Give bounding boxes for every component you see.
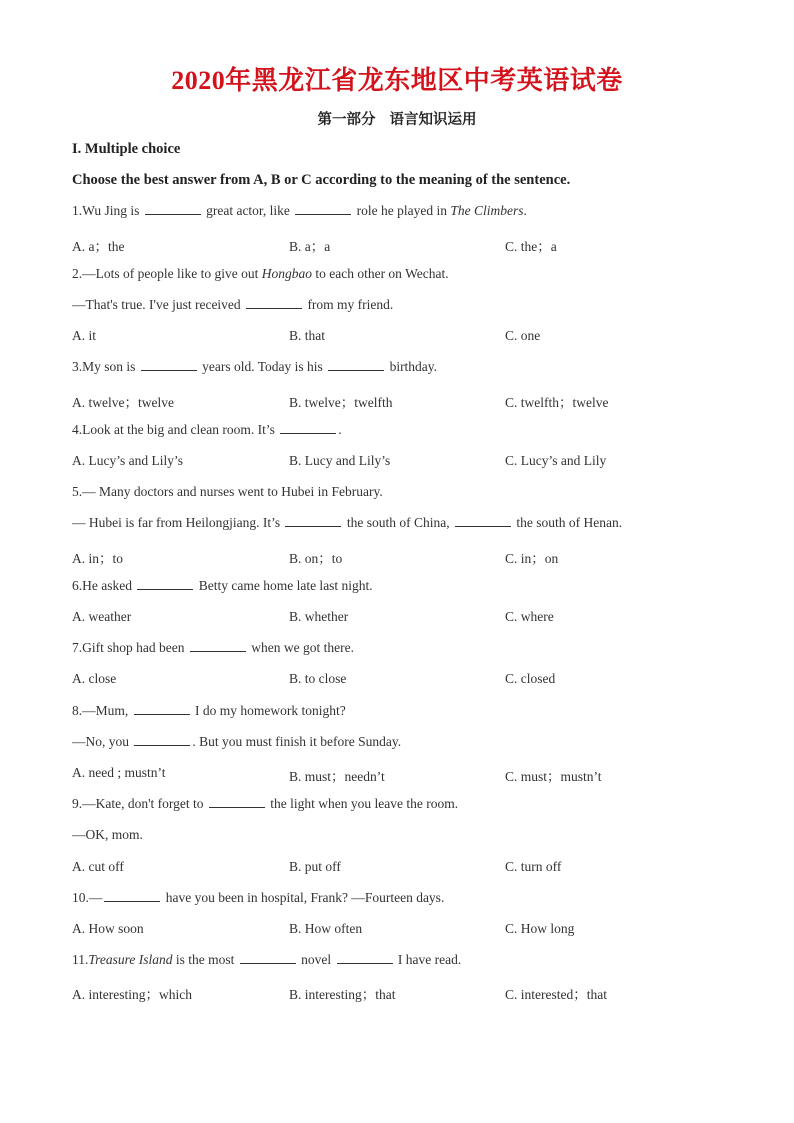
page-title: 2020年黑龙江省龙东地区中考英语试卷 bbox=[171, 66, 623, 95]
question-text: 9.—Kate, don't forget to bbox=[72, 796, 207, 811]
answer-blank bbox=[246, 297, 302, 309]
option-b: B. How often bbox=[289, 921, 363, 936]
question-text: 10.— bbox=[72, 890, 103, 905]
answer-blank bbox=[134, 703, 190, 715]
option-b: B. a；a bbox=[289, 239, 331, 254]
section-instruction: Choose the best answer from A, B or C according to the meaning of the sentence. bbox=[72, 172, 571, 188]
question-text: the south of China, bbox=[343, 515, 453, 530]
part-label: 第一部分 bbox=[317, 112, 376, 128]
question-7 bbox=[72, 640, 354, 656]
question-text: role he played in bbox=[353, 203, 451, 218]
answer-blank bbox=[295, 203, 351, 215]
question-text: the south of Henan. bbox=[512, 515, 623, 530]
answer-blank bbox=[285, 515, 341, 527]
option-a: A. twelve；twelve bbox=[72, 395, 174, 410]
option-b: B. put off bbox=[289, 859, 341, 874]
question-8 bbox=[72, 703, 346, 719]
option-a: A. close bbox=[72, 671, 117, 686]
option-a: A. need ; mustn’t bbox=[72, 765, 166, 780]
option-a: A. Lucy’s and Lily’s bbox=[72, 453, 183, 468]
question-3 bbox=[72, 359, 437, 375]
answer-blank bbox=[190, 640, 246, 652]
question-text: great actor, like bbox=[202, 203, 294, 218]
question-text: years old. Today is his bbox=[198, 359, 327, 374]
option-b: B. on；to bbox=[289, 551, 343, 566]
question-5-reply bbox=[72, 515, 622, 531]
question-text: 1.Wu Jing is bbox=[72, 203, 143, 218]
question-text: —That's true. I've just received bbox=[72, 297, 245, 312]
question-text: Betty came home late last night. bbox=[195, 578, 373, 593]
option-c: C. must；mustn’t bbox=[505, 769, 602, 784]
question-text: I have read. bbox=[394, 952, 462, 967]
question-text: the light when you leave the room. bbox=[266, 796, 459, 811]
option-b: B. twelve；twelfth bbox=[289, 395, 393, 410]
answer-blank bbox=[328, 359, 384, 371]
answer-blank bbox=[134, 734, 190, 746]
option-a: A. in；to bbox=[72, 551, 124, 566]
option-c: C. Lucy’s and Lily bbox=[505, 453, 607, 468]
question-9-reply: —OK, mom. bbox=[72, 827, 143, 842]
option-a: A. How soon bbox=[72, 921, 144, 936]
option-c: C. one bbox=[505, 328, 541, 343]
answer-blank bbox=[137, 578, 193, 590]
option-c: C. interested；that bbox=[505, 987, 607, 1002]
question-4 bbox=[72, 422, 342, 438]
question-text: birthday. bbox=[386, 359, 438, 374]
option-a: A. a；the bbox=[72, 239, 125, 254]
answer-blank bbox=[240, 952, 296, 964]
question-title-italic: Treasure Island bbox=[88, 952, 173, 967]
question-text: 8.—Mum, bbox=[72, 703, 132, 718]
option-b: B. interesting；that bbox=[289, 987, 396, 1002]
option-a: A. it bbox=[72, 328, 97, 343]
option-b: B. that bbox=[289, 328, 325, 343]
question-5: 5.— Many doctors and nurses went to Hubei in February. bbox=[72, 484, 383, 499]
question-text: . bbox=[338, 422, 342, 437]
answer-blank bbox=[209, 796, 265, 808]
question-text: — Hubei is far from Heilongjiang. It’s bbox=[72, 515, 284, 530]
option-a: A. weather bbox=[72, 609, 132, 624]
question-number: 11. bbox=[72, 952, 89, 967]
option-c: C. How long bbox=[505, 921, 575, 936]
question-1 bbox=[72, 203, 527, 219]
option-a: A. interesting；which bbox=[72, 987, 192, 1002]
question-text: when we got there. bbox=[247, 640, 354, 655]
question-9 bbox=[72, 796, 458, 812]
question-2 bbox=[72, 266, 449, 282]
part-name: 语言知识运用 bbox=[389, 112, 477, 128]
question-text: . bbox=[523, 203, 527, 218]
option-a: A. cut off bbox=[72, 859, 124, 874]
answer-blank bbox=[145, 203, 201, 215]
question-text: novel bbox=[297, 952, 335, 967]
question-italic: Hongbao bbox=[261, 266, 312, 281]
question-text: to each other on Wechat. bbox=[311, 266, 449, 281]
question-8-reply bbox=[72, 734, 401, 750]
answer-blank bbox=[280, 422, 336, 434]
question-text: 4.Look at the big and clean room. It’s bbox=[72, 422, 279, 437]
question-text: 2.—Lots of people like to give out bbox=[72, 266, 262, 281]
option-c: C. the；a bbox=[505, 239, 557, 254]
option-c: C. closed bbox=[505, 671, 556, 686]
option-c: C. twelfth；twelve bbox=[505, 395, 609, 410]
answer-blank bbox=[141, 359, 197, 371]
option-c: C. where bbox=[505, 609, 554, 624]
question-text: 7.Gift shop had been bbox=[72, 640, 188, 655]
option-b: B. Lucy and Lily’s bbox=[289, 453, 391, 468]
question-11 bbox=[72, 952, 461, 968]
section-heading: I. Multiple choice bbox=[72, 141, 181, 157]
question-text: I do my homework tonight? bbox=[191, 703, 346, 718]
question-text: —No, you bbox=[72, 734, 133, 749]
answer-blank bbox=[337, 952, 393, 964]
answer-blank bbox=[455, 515, 511, 527]
part-heading bbox=[0, 108, 794, 129]
question-text: is the most bbox=[172, 952, 238, 967]
question-text: 3.My son is bbox=[72, 359, 139, 374]
option-b: B. to close bbox=[289, 671, 347, 686]
answer-blank bbox=[104, 890, 160, 902]
option-b: B. must；needn’t bbox=[289, 769, 385, 784]
question-text: have you been in hospital, Frank? —Fourteen days. bbox=[162, 890, 445, 905]
question-2-reply bbox=[72, 297, 393, 313]
option-b: B. whether bbox=[289, 609, 349, 624]
question-title-italic: The Climbers bbox=[450, 203, 524, 218]
option-c: C. in；on bbox=[505, 551, 559, 566]
question-6 bbox=[72, 578, 373, 594]
option-c: C. turn off bbox=[505, 859, 562, 874]
question-text: . But you must finish it before Sunday. bbox=[192, 734, 402, 749]
question-text: from my friend. bbox=[304, 297, 394, 312]
question-10 bbox=[72, 890, 444, 906]
question-text: 6.He asked bbox=[72, 578, 136, 593]
